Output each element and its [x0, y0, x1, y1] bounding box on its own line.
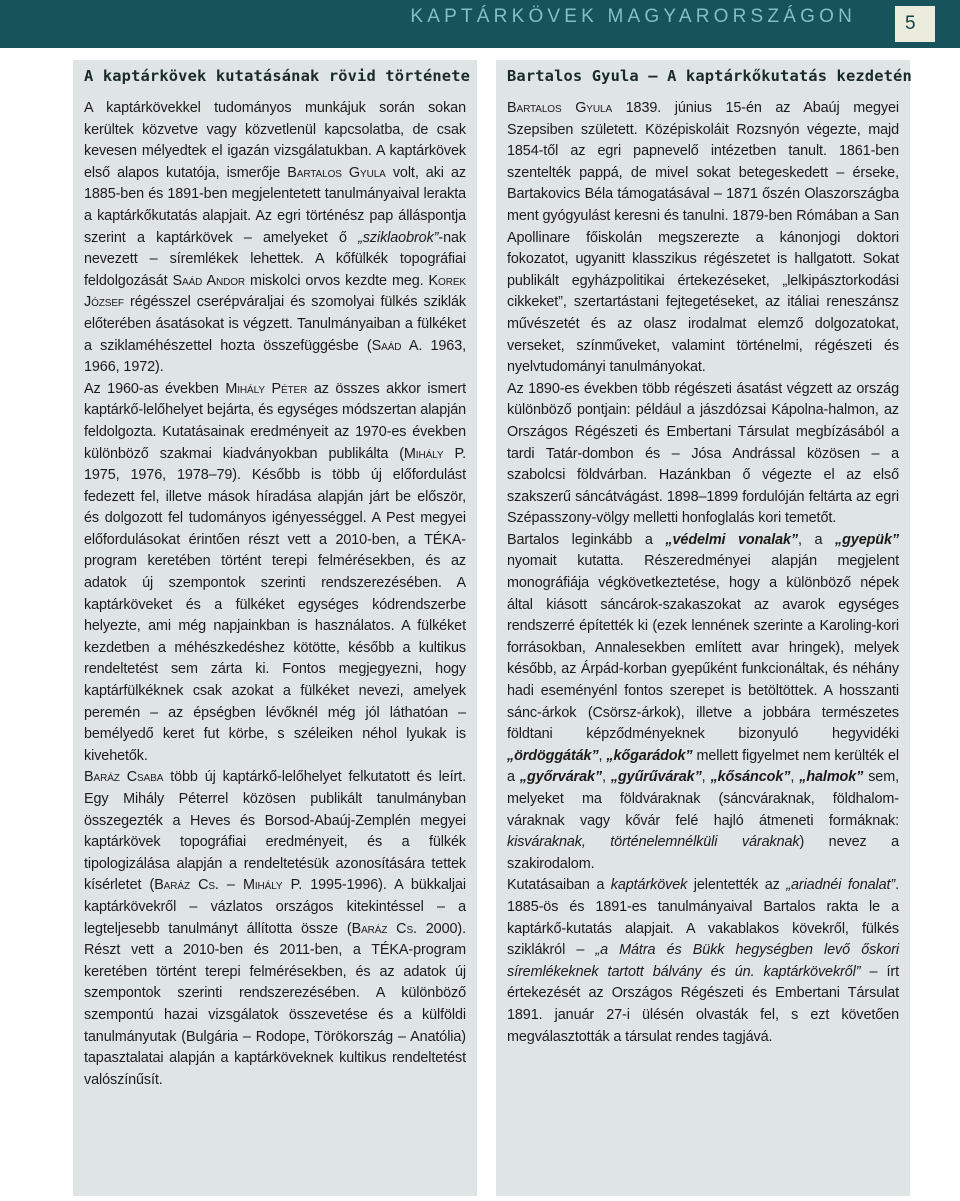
quoted-title: „a Mátra és Bükk hegységben levő őskori síremlékeknek tartott bálvány és ún. kaptárkövekről” [507, 942, 899, 980]
right-column [496, 60, 910, 1196]
left-paragraph-2: Az 1960-as években Mihály Péter az összes akkor ismert kaptárkő-lelőhelyet bejárta, és egységes módszertan alapján feldolgozta. Kutatásainak eredményeit az 1970-es években különböző szakmai kiadványokban publikálta (Mihály P. 1975, 1976, 1978–79). Később is több új előfordulást fedezett fel, illetve mások híradása alapján járt be először, és dolgozott fel tudományos igényességgel. A Pest megyei előfordulásokat érintően részt vett a 2010-ben, a TÉKA-program keretében történt terepi felmérésekben, és az adatok új szempontok szerinti rendszerezésében. A kaptárköveket és a fülkéket egységes kódrendszerbe helyezte, ami még napjainkban is használatos. A fülkéket kezdetben a méhészkedéshez kötötte, később a kultikus rendeltetést sem zárta ki. Fontos megjegyezni, hogy kaptárfülkéknek csak azokat a fülkéket nevezi, amelyek peremén – az épségben lévőknél még jól láthatóan – bemélyedő keret fut körbe, s széleiken néhol lyukak is kivehetők. [84, 380, 467, 764]
running-title: KAPTÁRKÖVEK MAGYARORSZÁGON [410, 6, 856, 27]
citation-name: Mihály [242, 877, 283, 894]
left-column-text [84, 98, 466, 1091]
term-highlight: „gyepük” [835, 531, 899, 548]
left-column [73, 60, 477, 1196]
person-name: Baráz Csaba [84, 769, 164, 786]
person-name: Bartalos Gyula [287, 164, 386, 181]
right-column-text [507, 98, 899, 1048]
left-paragraph-3: Baráz Csaba több új kaptárkő-lelőhelyet felkutatott és leírt. Egy Mihály Péterrel közösen publikált tanulmányban összegezték a Heves és Borsod-Abaúj-Zemplén megyei kaptárkövek topográfiai eredményeit, és a fülkék tipologizálása alapján a rendeltetésük azonosítására tettek kísérletet (Baráz Cs. – Mihály P. 1995-1996). A bükkaljai kaptárkövekről – vázlatos országos kitekintéssel – a legteljesebb tanulmányt állította össze (Baráz Cs. 2000). Részt vett a 2010-ben és 2011-ben, a TÉKA-program keretében történt terepi felmérésekben, és az adatok új szempontok szerinti rendszerezésében. A különböző szempontú hazai vizsgálatok összevetése és a külföldi tanulmányutak (Bulgária – Rodope, Törökország – Anatólia) tapasztalatai alapján a kaptárköveknek kultikus rendeltetést valószínűsít. [84, 769, 466, 1088]
term-highlight: „védelmi vonalak” [665, 531, 798, 548]
citation-name: Baráz Cs. [154, 877, 219, 894]
person-name: Bartalos Gyula [507, 100, 613, 116]
person-name: Korek József [84, 272, 466, 311]
term-highlight: „kősáncok” [710, 769, 791, 786]
term-highlight: „kőgarádok” [606, 747, 693, 764]
person-name: Saád Andor [172, 272, 246, 289]
term-highlight: „ördöggáták” [507, 747, 599, 764]
term-highlight: „halmok” [799, 769, 864, 786]
right-paragraph-3: Bartalos leginkább a „védelmi vonalak”, a „gyepük” nyomait kutatta. Részeredményei alapján megjelent monográfiája végkövetkeztetése, hogy a különböző népek által kiásott sáncárok-szakaszokat az avarok egységes rendszerré építették ki (ezek lennének szerinte a Karoling-kori forrásokban, Annalesekben említett avar hringek), melyek később, az Árpád-korban gyepűként funkcionáltak, és néhány hadi eseményénl fontos szerepet is betöltöttek. A hosszanti sánc-árkok (Csörsz-árkok), illetve a jobbára természetes földtani képződményeknek bizonyuló hegyvidéki „ördöggáták”, „kőgarádok” mellett figyelmet nem kerülték el a „győrvárak”, „gyűrűvárak”, „kősáncok”, „halmok” sem, melyeket ma földváraknak (sáncváraknak, földhalom-váraknak vagy kővár felé hajló átmeneti formáknak: kisváraknak, történelemnélküli váraknak) nevez a szakirodalom. [507, 531, 899, 872]
right-paragraph-2: Az 1890-es években több régészeti ásatást végzett az ország különböző pontjain: például a jászdózsai Kápolna-halmon, az Országos Régészeti és Embertani Társulat megbízásából a tardi Tatár-dombon és – Jósa Andrással közösen – a szabolcsi földvárban. Hazánkban ő végezte el az első szakszerű sáncátvágást. 1898–1899 fordulóján feltárta az egri Szépasszony-völgy melletti honfoglalás kori temetőt. [507, 380, 899, 527]
right-column-heading: Bartalos Gyula – A kaptárkőkutatás kezdetén [507, 67, 912, 85]
right-paragraph-4: Kutatásaiban a kaptárkövek jelentették az „ariadnéi fonalat”. 1885-ös és 1891-es tanulmányaival Bartalos rakta le a kaptárkő-kutatás alapjait. A vakablakos kövekről, fülkés sziklákról – „a Mátra és Bükk hegységben levő őskori síremlékeknek tartott bálvány és ún. kaptárkövekről” – írt értekezését az Országos Régészeti és Embertani Társulat 1891. január 27-i ülésén olvasták fel, s ezt követően megválasztották a társulat rendes tagjává. [507, 877, 899, 1045]
term-highlight: „ariadnéi fonalat” [786, 877, 896, 894]
term-highlight: „győrvárak” [519, 769, 602, 786]
citation-name: Baráz Cs. [351, 920, 417, 937]
citation-name: Saád [371, 337, 402, 354]
person-name: Mihály Péter [225, 380, 308, 397]
term-highlight: kisváraknak, történelemnélküli váraknak [507, 834, 800, 851]
term-highlight: „gyűrűvárak” [610, 769, 702, 786]
left-paragraph-1: A kaptárkövekkel tudományos munkájuk során sokan kerültek közvetve vagy közvetlenül kapcsolatba, de csak kevesen mélyedtek el igazán vizsgálatukban. A kaptárkövek első alapos kutatója, ismerője Bartalos Gyula volt, aki az 1885-ben és 1891-ben megjelentetett tanulmányaival lerakta a kaptárkőkutatás alapjait. Az egri történész pap álláspontja szerint a kaptárkövek – amelyeket ő „sziklaobrok”-nak nevezett – síremlékek lehettek. A kőfülkék topográfiai feldolgozását Saád Andor miskolci orvos kezdte meg. Korek József régésszel cserépváraljai és szomolyai fülkés sziklák előterében ásatásokat is végzett. Tanulmányaiban a fülkéket a sziklaméhészettel hozta összefüggésbe (Saád A. 1963, 1966, 1972). [84, 100, 466, 376]
page-number: 5 [895, 6, 935, 42]
citation-name: Mihály [403, 445, 444, 462]
right-paragraph-1: Bartalos Gyula 1839. június 15-én az Abaúj megyei Szepsiben született. Középiskoláit Rozsnyón végezte, majd 1854-től az egri papnevelő intézetben tanult. 1861-ben szentelték pappá, de mivel sokat betegeskedett – érseke, Bartakovics Béla támogatásával – 1871 őszén Olaszországba ment gyógyulást keresni és tanulni. 1879-ben Rómában a San Apollinare főiskolán megszerezte a kánonjogi doktori fokozatot, ugyanitt klasszikus régészetet is hallgatott. Sokat publikált egyházpolitikai értekezéseket, „lelkipásztorkodási cikkeket”, szertartástani fejtegetéseket, az itáliai reneszánsz művészetét és az olasz irodalmat elemző dolgozatokat, verseket, színműveket, valamint történelmi, régészeti és nyelvtudományi tanulmányokat. [507, 100, 899, 376]
header-bar [0, 0, 960, 48]
term-highlight: kaptárkövek [610, 877, 688, 894]
term-highlight: „sziklaobrok” [358, 229, 439, 246]
left-column-heading: A kaptárkövek kutatásának rövid története [84, 67, 471, 85]
